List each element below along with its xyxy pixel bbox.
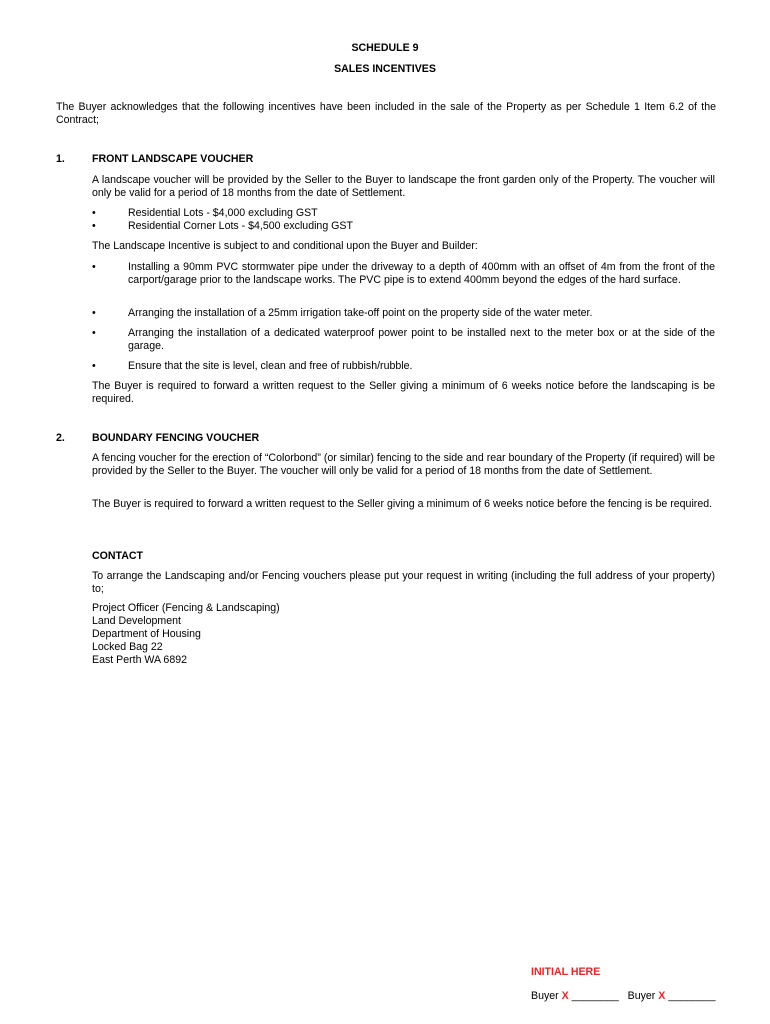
initial-blank-field[interactable]: ________ [668, 990, 716, 1002]
condition-item: Arranging the installation of a dedicated waterproof power point to be installed next to the meter box or at the side of the garage. [128, 327, 715, 352]
condition-item: Installing a 90mm PVC stormwater pipe under the driveway to a depth of 400mm with an offset of 4m from the front of the carport/garage prior to the landscape works. The PVC pipe is to extend 400mm beyond the edges of the hard surface. [128, 261, 715, 286]
section1-notice: The Buyer is required to forward a written request to the Seller giving a minimum of 6 weeks notice before the landscaping is be required. [92, 380, 715, 405]
condition-intro: The Landscape Incentive is subject to and conditional upon the Buyer and Builder: [92, 240, 478, 252]
contact-address [92, 602, 280, 667]
address-line: Land Development [92, 615, 181, 627]
address-line: Department of Housing [92, 628, 201, 640]
bullet-icon: • [92, 307, 96, 319]
section1-paragraph: A landscape voucher will be provided by the Seller to the Buyer to landscape the front garden only of the Property. The voucher will only be valid for a period of 18 months from the date of Settlement. [92, 174, 715, 199]
section2-notice: The Buyer is required to forward a written request to the Seller giving a minimum of 6 weeks notice before the fencing is be required. [92, 498, 713, 510]
initial-mark: X [561, 990, 569, 1002]
condition-item: Arranging the installation of a 25mm irrigation take-off point on the property side of the water meter. [128, 307, 593, 319]
initial-mark: X [658, 990, 666, 1002]
contact-instructions: To arrange the Landscaping and/or Fencing vouchers please put your request in writing (including the full address of your property) to; [92, 570, 715, 595]
bullet-icon: • [92, 261, 96, 273]
section1-heading: FRONT LANDSCAPE VOUCHER [92, 153, 254, 165]
bullet-icon: • [92, 220, 96, 232]
bullet-icon: • [92, 207, 96, 219]
intro-paragraph: The Buyer acknowledges that the following incentives have been included in the sale of the Property as per Schedule 1 Item 6.2 of the Contract; [56, 101, 716, 126]
initial-signature-row [531, 990, 715, 1002]
address-line: Locked Bag 22 [92, 641, 163, 653]
section1-number: 1. [56, 153, 65, 165]
section2-number: 2. [56, 432, 65, 444]
lot-item: Residential Corner Lots - $4,500 excluding GST [128, 220, 353, 232]
buyer-label: Buyer [627, 990, 656, 1002]
schedule-subtitle: SALES INCENTIVES [334, 63, 436, 75]
condition-item: Ensure that the site is level, clean and free of rubbish/rubble. [128, 360, 413, 372]
contact-heading: CONTACT [92, 550, 143, 562]
address-line: Project Officer (Fencing & Landscaping) [92, 602, 280, 614]
address-line: East Perth WA 6892 [92, 654, 188, 666]
section2-paragraph: A fencing voucher for the erection of “Colorbond” (or similar) fencing to the side and rear boundary of the Property (if required) will be provided by the Seller to the Buyer. The voucher will only be valid for a period of 18 months from the date of Settlement. [92, 452, 715, 477]
initial-blank-field[interactable]: ________ [571, 990, 619, 1002]
schedule-title: SCHEDULE 9 [351, 42, 419, 54]
bullet-icon: • [92, 327, 96, 339]
bullet-icon: • [92, 360, 96, 372]
initial-here-label: INITIAL HERE [531, 966, 601, 978]
buyer-label: Buyer [531, 990, 559, 1002]
lot-item: Residential Lots - $4,000 excluding GST [128, 207, 318, 219]
section2-heading: BOUNDARY FENCING VOUCHER [92, 432, 260, 444]
